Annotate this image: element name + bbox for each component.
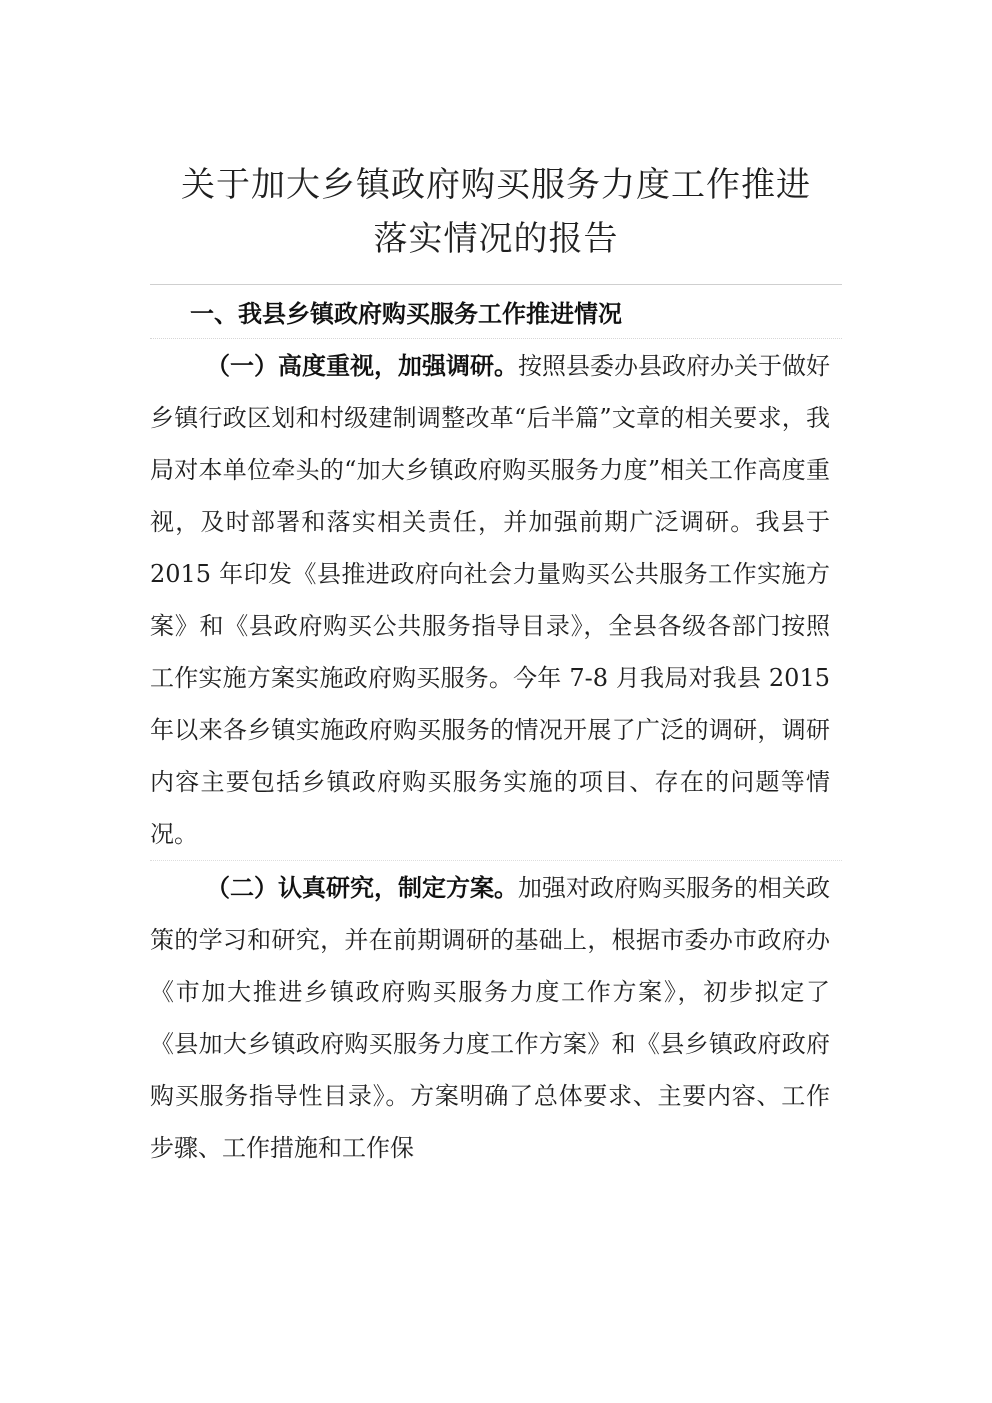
title-line-1: 关于加大乡镇政府购买服务力度工作推进 bbox=[181, 165, 811, 205]
paragraph-divider bbox=[150, 860, 842, 861]
paragraph-1 bbox=[150, 340, 830, 860]
heading-divider bbox=[150, 338, 842, 339]
paragraph-2-lead: （二）认真研究，制定方案。 bbox=[206, 874, 518, 902]
paragraph-1-lead: （一）高度重视，加强调研。 bbox=[206, 352, 518, 380]
paragraph-1-body: 按照县委办县政府办关于做好乡镇行政区划和村级建制调整改革“后半篇”文章的相关要求，我局对本单位牵头的“加大乡镇政府购买服务力度”相关工作高度重视，及时部署和落实相关责任，并加强前期广泛调研。我县于 2015 年印发《县推进政府向社会力量购买公共服务工作实施方案》和《县政府购买公共服务指导目录》，全县各级各部门按照工作实施方案实施政府购买服务。今年 7-8 月我局对我县 2015 年以来各乡镇实施政府购买服务的情况开展了广泛的调研，调研内容主要包括乡镇政府购买服务实施的项目、存在的问题等情况。 bbox=[150, 352, 830, 848]
section-heading-1: 一、我县乡镇政府购买服务工作推进情况 bbox=[190, 300, 622, 328]
paragraph-2-body: 加强对政府购买服务的相关政策的学习和研究，并在前期调研的基础上，根据市委办市政府办《市加大推进乡镇政府购买服务力度工作方案》，初步拟定了《县加大乡镇政府购买服务力度工作方案》和《县乡镇政府政府购买服务指导性目录》。方案明确了总体要求、主要内容、工作步骤、工作措施和工作保 bbox=[150, 874, 830, 1162]
document-title bbox=[150, 158, 842, 266]
title-divider bbox=[150, 284, 842, 285]
paragraph-2 bbox=[150, 862, 830, 1174]
title-line-2: 落实情况的报告 bbox=[373, 219, 619, 259]
